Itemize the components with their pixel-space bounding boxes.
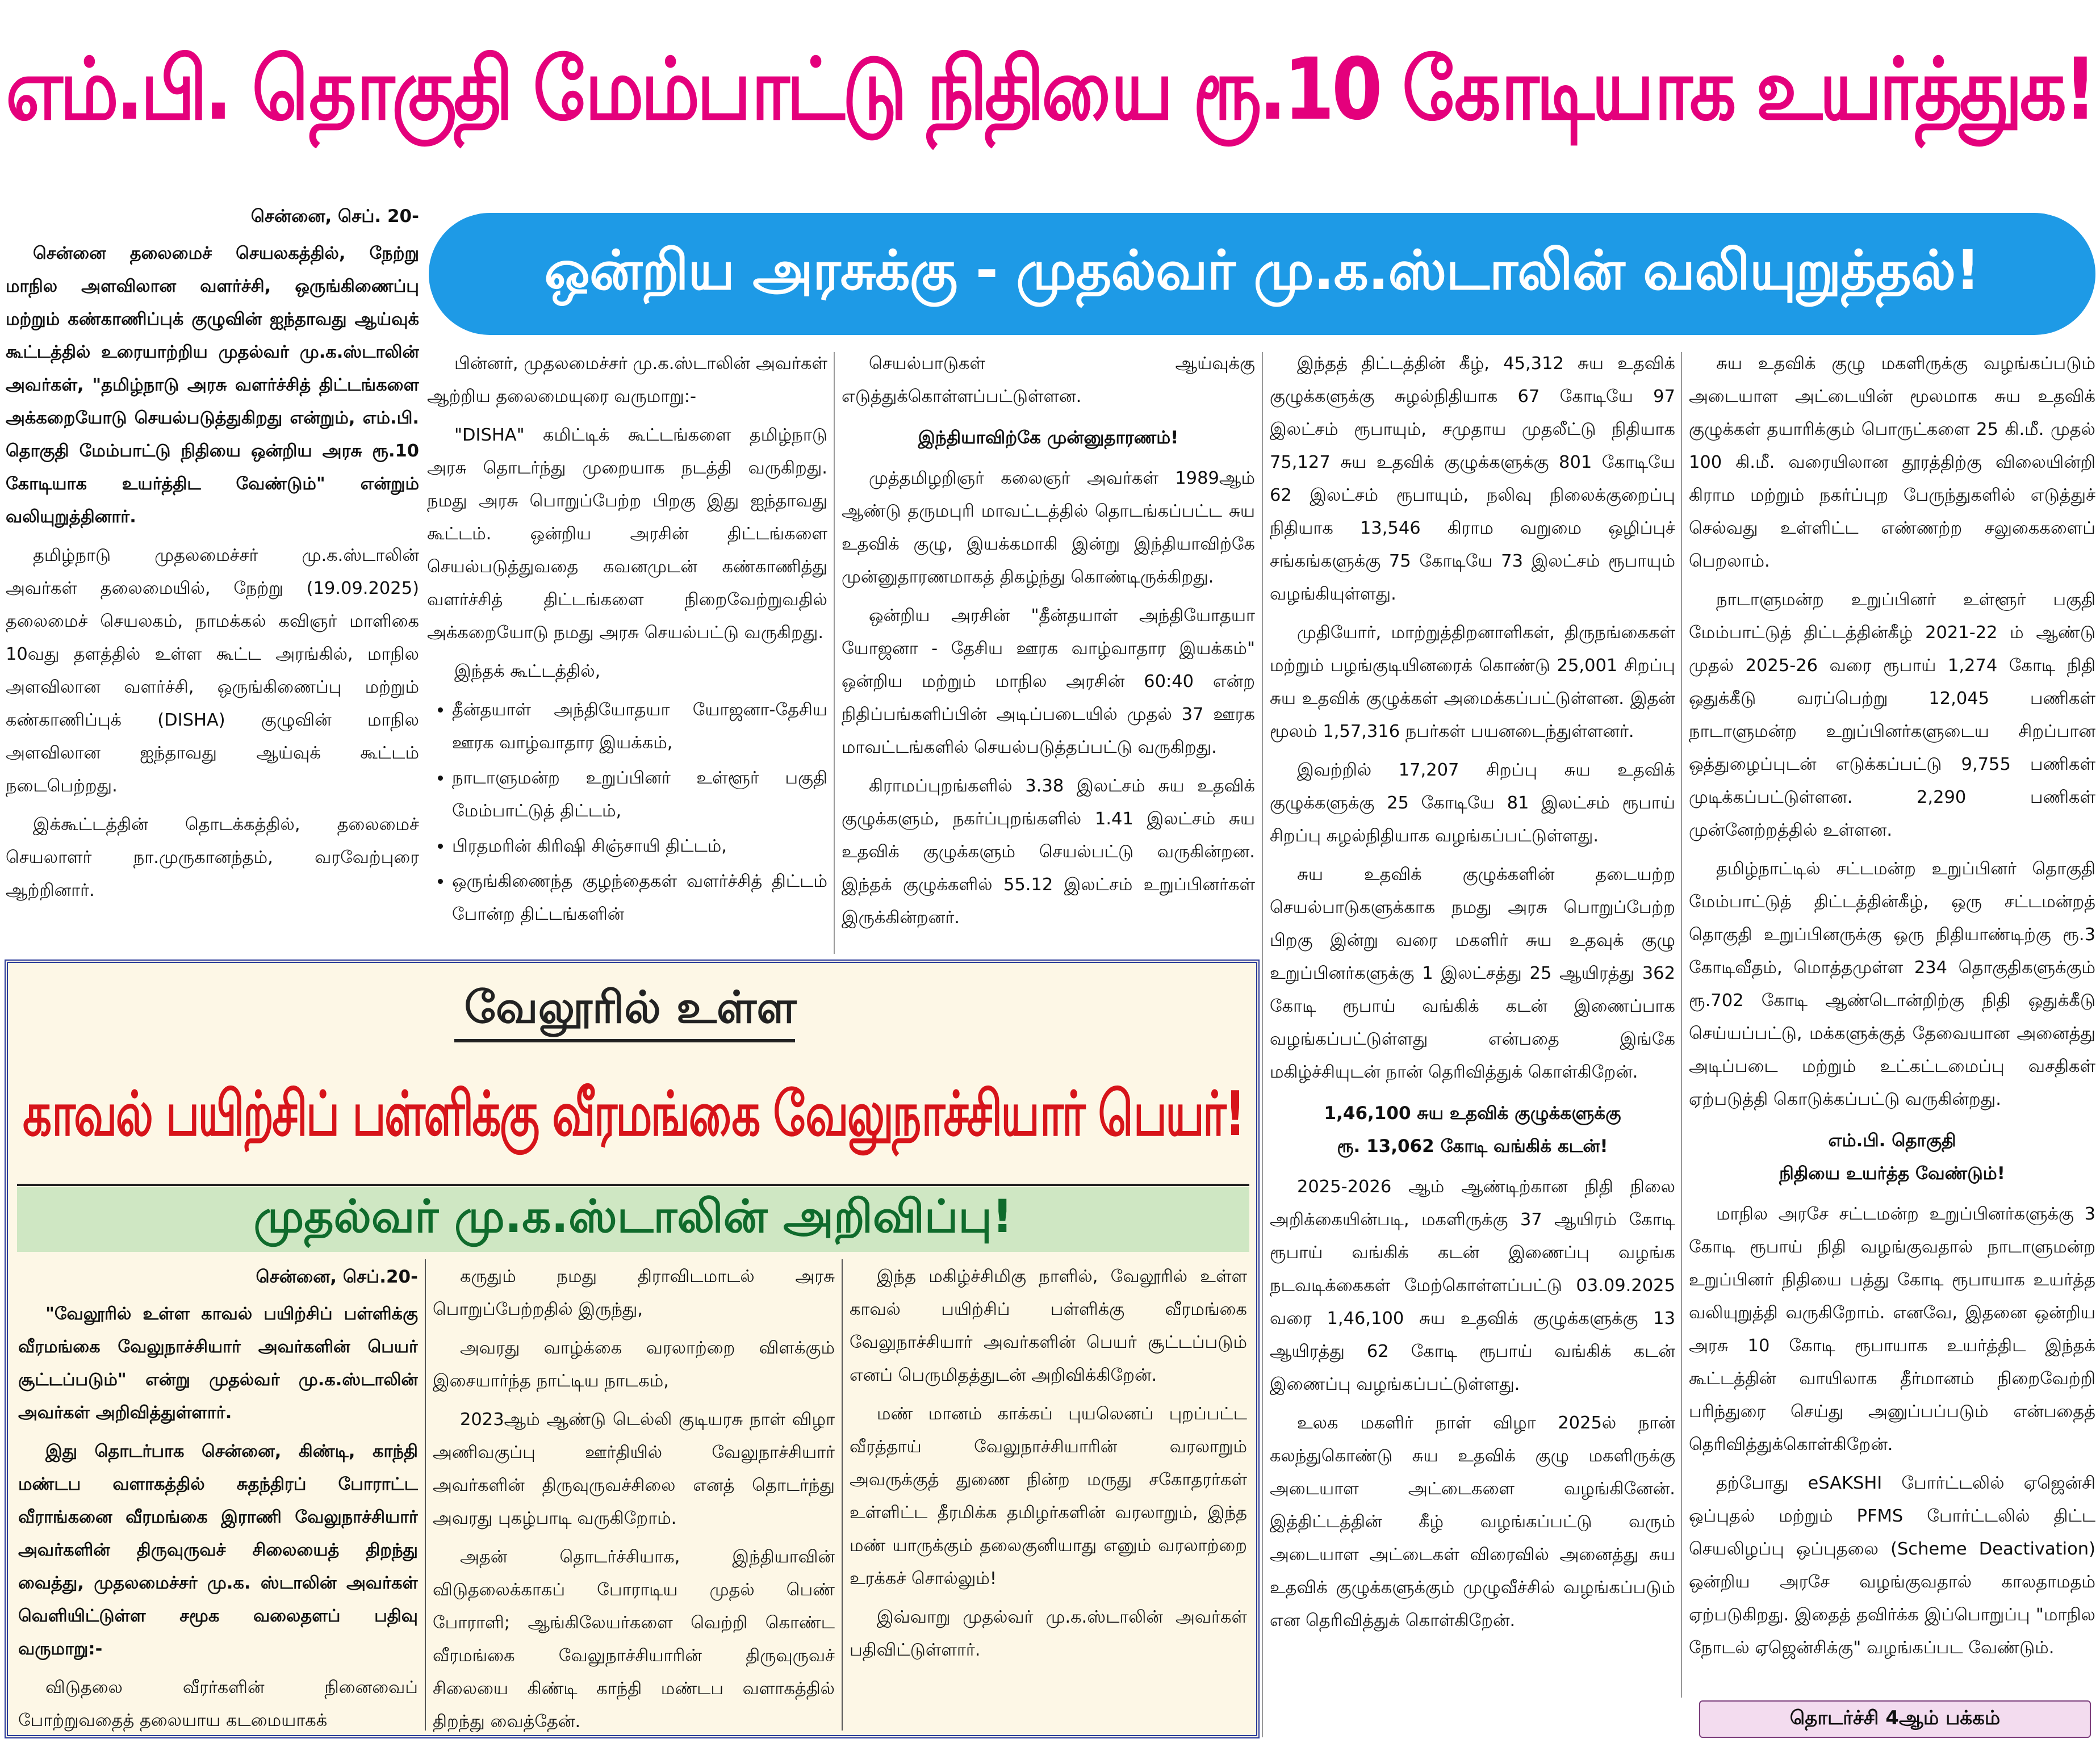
box-strap: முதல்வர் மு.க.ஸ்டாலின் அறிவிப்பு! <box>17 1187 1249 1252</box>
article-paragraph: தமிழ்நாட்டில் சட்டமன்ற உறுப்பினர் தொகுதி மேம்பாட்டுத் திட்டத்தின்கீழ், ஒரு சட்டமன்றத் தொகுதி உறுப்பினருக்கு ஒரு நிதியாண்டிற்கு ரூ.3 கோடிவீதம், மொத்தமுள்ள 234 தொகுதிகளுக்கும் ரூ.702 கோடி ஆண்டொன்றிற்கு நிதி ஒதுக்கீடு செய்யப்பட்டு, மக்களுக்குத் தேவையான அனைத்து அடிப்படை மற்றும் உட்கட்டமைப்பு வசதிகள் ஏற்படுத்தி கொடுக்கப்பட்டு வருகின்றது. <box>1689 859 2095 1109</box>
article-paragraph: முத்தமிழறிஞர் கலைஞர் அவர்கள் 1989ஆம் ஆண்டு தருமபுரி மாவட்டத்தில் தொடங்கப்பட்ட சுய உதவிக் குழு, இயக்கமாகி இன்று இந்தியாவிற்கே முன்னுதாரணமாகத் திகழ்ந்து கொண்டிருக்கிறது. <box>842 468 1255 587</box>
article-column-1 <box>6 200 419 955</box>
continued-badge: தொடர்ச்சி 4ஆம் பக்கம் <box>1699 1700 2091 1738</box>
article-paragraph: அதன் தொடர்ச்சியாக, இந்தியாவின் விடுதலைக்காகப் போராடிய முதல் பெண் போராளி; ஆங்கிலேயர்களை வெற்றி கொண்ட வீரமங்கை வேலுநாச்சியாரின் திருவுருவச் சிலையை கிண்டி காந்தி மண்டப வளாகத்தில் திறந்து வைத்தேன். <box>433 1547 835 1732</box>
article-paragraph: இது தொடர்பாக சென்னை, கிண்டி, காந்தி மண்டப வளாகத்தில் சுதந்திரப் போராட்ட வீராங்கனை வீரமங்கை இராணி வேலுநாச்சியார் அவர்களின் திருவுருவச் சிலையைத் திறந்து வைத்து, முதலமைச்சர் மு.க. ஸ்டாலின் அவர்கள் வெளியிட்டுள்ள சமூக வலைதளப் பதிவு வருமாறு:- <box>18 1442 418 1659</box>
article-paragraph: இந்த மகிழ்ச்சிமிகு நாளில், வேலூரில் உள்ள காவல் பயிற்சிப் பள்ளிக்கு வீரமங்கை வேலுநாச்சியார் அவர்களின் பெயர் சூட்டப்படும் எனப் பெருமிதத்துடன் அறிவிக்கிறேன். <box>850 1267 1247 1385</box>
article-paragraph: சுய உதவிக் குழுக்களின் தடையற்ற செயல்பாடுகளுக்காக நமது அரசு பொறுப்பேற்ற பிறகு இன்று வரை மகளிர் சுய உதவுக் குழு உறுப்பினர்களுக்கு 1 இலட்சத்து 25 ஆயிரத்து 362 கோடி ரூபாய் வங்கிக் கடன் இணைப்பாக வழங்கப்பட்டுள்ளது என்பதை இங்கே மகிழ்ச்சியுடன் நான் தெரிவித்துக் கொள்கிறேன். <box>1270 865 1675 1082</box>
divider <box>454 1039 795 1042</box>
dateline: சென்னை, செப். 20- <box>250 206 419 227</box>
box-column-3 <box>850 1260 1247 1732</box>
list-item: • நாடாளுமன்ற உறுப்பினர் உள்ளூர் பகுதி மேம்பாட்டுத் திட்டம், <box>452 762 827 828</box>
article-paragraph: இக்கூட்டத்தின் தொடக்கத்தில், தலைமைச் செயலாளர் நா.முருகானந்தம், வரவேற்புரை ஆற்றினார். <box>6 815 419 900</box>
article-intro: சென்னை தலைமைச் செயலகத்தில், நேற்று மாநில அளவிலான வளர்ச்சி, ஒருங்கிணைப்பு மற்றும் கண்காணிப்புக் குழுவின் ஐந்தாவது ஆய்வுக் கூட்டத்தில் உரையாற்றிய முதல்வர் மு.க.ஸ்டாலின் அவர்கள், "தமிழ்நாடு அரசு வளர்ச்சித் திட்டங்களை அக்கறையோடு செயல்படுத்துகிறது என்றும், எம்.பி. தொகுதி மேம்பாட்டு நிதியை ஒன்றிய அரசு ரூ.10 கோடியாக உயர்த்திட வேண்டும்" என்றும் வலியுறுத்தினார். <box>6 244 419 527</box>
main-headline: எம்.பி. தொகுதி மேம்பாட்டு நிதியை ரூ.10 கோடியாக உயர்த்துக! <box>6 40 2094 139</box>
article-column-5 <box>1689 347 2095 1696</box>
article-intro: "வேலூரில் உள்ள காவல் பயிற்சிப் பள்ளிக்கு வீரமங்கை வேலுநாச்சியார் அவர்களின் பெயர் சூட்டப்படும்" என்று முதல்வர் மு.க.ஸ்டாலின் அவர்கள் அறிவித்துள்ளார். <box>18 1304 418 1423</box>
article-paragraph: மண் மானம் காக்கப் புயலெனப் புறப்பட்ட வீரத்தாய் வேலுநாச்சியாரின் வரலாறும் அவருக்குத் துணை நின்ற மருது சகோதரர்கள் உள்ளிட்ட தீரமிக்க தமிழர்களின் வரலாறும், இந்த மண் யாருக்கும் தலைகுனியாது எனும் வரலாற்றை உரக்கச் சொல்லும்! <box>850 1404 1247 1589</box>
article-paragraph: இந்தக் கூட்டத்தில், <box>454 661 601 681</box>
article-paragraph: செயல்பாடுகள் ஆய்வுக்கு எடுத்துக்கொள்ளப்பட்டுள்ளன. <box>842 354 1255 407</box>
article-paragraph: சுய உதவிக் குழு மகளிருக்கு வழங்கப்படும் அடையாள அட்டையின் மூலமாக சுய உதவிக் குழுக்கள் தயாரிக்கும் பொருட்களை 25 கி.மீ. முதல் 100 கி.மீ. வரையிலான தூரத்திற்கு விலையின்றி கிராம மற்றும் நகர்ப்புற பேருந்துகளில் எடுத்துச் செல்வது உள்ளிட்ட எண்ணற்ற சலுகைகளைப் பெறலாம். <box>1689 354 2095 571</box>
article-paragraph: விடுதலை வீரர்களின் நினைவைப் போற்றுவதைத் தலையாய கடமையாகக் <box>18 1678 418 1731</box>
sub-heading: இந்தியாவிற்கே முன்னுதாரணம்! <box>918 428 1179 448</box>
article-paragraph: தற்போது eSAKSHI போர்ட்டலில் ஏஜென்சி ஒப்புதல் மற்றும் PFMS போர்ட்டலில் திட்ட செயலிழப்பு ஒப்புதலை (Scheme Deactivation) ஒன்றிய அரசே வழங்குவதால் காலதாமதம் ஏற்படுகிறது. இதைத் தவிர்க்க இப்பொறுப்பு "மாநில நோடல் ஏஜென்சிக்கு" வழங்கப்பட வேண்டும். <box>1689 1473 2095 1658</box>
article-paragraph: மாநில அரசே சட்டமன்ற உறுப்பினர்களுக்கு 3 கோடி ரூபாய் நிதி வழங்குவதால் நாடாளுமன்ற உறுப்பினர் நிதியை பத்து கோடி ரூபாயாக உயர்த்த வலியுறுத்தி வருகிறோம். எனவே, இதனை ஒன்றிய அரசு 10 கோடி ரூபாயாக உயர்த்திட இந்தக் கூட்டத்தின் வாயிலாக தீர்மானம் நிறைவேற்றி பரிந்துரை செய்து அனுப்பப்படும் என்பதைத் தெரிவித்துக்கொள்கிறேன். <box>1689 1204 2095 1455</box>
article-column-4 <box>1270 347 1675 1738</box>
article-paragraph: "DISHA" கமிட்டிக் கூட்டங்களை தமிழ்நாடு அரசு தொடர்ந்து முறையாக நடத்தி வருகிறது. நமது அரசு பொறுப்பேற்ற பிறகு இது ஐந்தாவது கூட்டம். ஒன்றிய அரசின் திட்டங்களை செயல்படுத்துவதை கவனமுடன் கண்காணித்து வளர்ச்சித் திட்டங்களை நிறைவேற்றுவதில் அக்கறையோடு நமது அரசு செயல்பட்டு வருகிறது. <box>427 425 827 643</box>
box-headline: காவல் பயிற்சிப் பள்ளிக்கு வீரமங்கை வேலுநாச்சியார் பெயர்! <box>23 1079 1244 1150</box>
article-paragraph: தமிழ்நாடு முதலமைச்சர் மு.க.ஸ்டாலின் அவர்கள் தலைமையில், நேற்று (19.09.2025) தலைமைச் செயலகம், நாமக்கல் கவிஞர் மாளிகை 10வது தளத்தில் உள்ள கூட்ட அரங்கில், மாநில அளவிலான வளர்ச்சி, ஒருங்கிணைப்பு மற்றும் கண்காணிப்புக் (DISHA) குழுவின் மாநில அளவிலான ஐந்தாவது ஆய்வுக் கூட்டம் நடைபெற்றது. <box>6 546 419 796</box>
article-paragraph: உலக மகளிர் நாள் விழா 2025ல் நான் கலந்துகொண்டு சுய உதவிக் குழு மகளிருக்கு அடையாள அட்டைகளை வழங்கினேன். இத்திட்டத்தின் கீழ் வழங்கப்பட்டு வரும் அடையாள அட்டைகள் விரைவில் அனைத்து சுய உதவிக் குழுக்களுக்கும் முழுவீச்சில் வழங்கப்படும் என தெரிவித்துக் கொள்கிறேன். <box>1270 1413 1675 1631</box>
box-column-1 <box>18 1260 418 1732</box>
article-paragraph: 2025-2026 ஆம் ஆண்டிற்கான நிதி நிலை அறிக்கையின்படி, மகளிருக்கு 37 ஆயிரம் கோடி ரூபாய் வங்கிக் கடன் இணைப்பு வழங்க நடவடிக்கைகள் மேற்கொள்ளப்பட்டு 03.09.2025 வரை 1,46,100 சுய உதவிக் குழுக்களுக்கு 13 ஆயிரத்து 62 கோடி ரூபாய் வங்கிக் கடன் இணைப்பு வழங்கப்பட்டுள்ளது. <box>1270 1177 1675 1394</box>
sub-heading: எம்.பி. தொகுதி <box>1828 1130 1956 1151</box>
divider <box>17 1184 1249 1186</box>
sub-headline-banner: ஒன்றிய அரசுக்கு - முதல்வர் மு.க.ஸ்டாலின் வலியுறுத்தல்! <box>429 213 2095 335</box>
dateline: சென்னை, செப்.20- <box>256 1267 418 1287</box>
sub-heading: நிதியை உயர்த்த வேண்டும்! <box>1779 1163 2005 1184</box>
article-paragraph: இவ்வாறு முதல்வர் மு.க.ஸ்டாலின் அவர்கள் பதிவிட்டுள்ளார். <box>850 1607 1247 1660</box>
article-paragraph: இந்தத் திட்டத்தின் கீழ், 45,312 சுய உதவிக் குழுக்களுக்கு சுழல்நிதியாக 67 கோடியே 97 இலட்சம் ரூபாயும், சமுதாய முதலீட்டு நிதியாக 75,127 சுய உதவிக் குழுக்களுக்கு 801 கோடியே 62 இலட்சம் ரூபாயும், நலிவு நிலைக்குறைப்பு நிதியாக 13,546 கிராம வறுமை ஒழிப்புச் சங்கங்களுக்கு 75 கோடியே 73 இலட்சம் ரூபாயும் வழங்கியுள்ளது. <box>1270 354 1675 604</box>
sub-heading: ரூ. 13,062 கோடி வங்கிக் கடன்! <box>1337 1136 1608 1157</box>
article-paragraph: முதியோர், மாற்றுத்திறனாளிகள், திருநங்கைகள் மற்றும் பழங்குடியினரைக் கொண்டு 25,001 சிறப்பு சுய உதவிக் குழுக்கள் அமைக்கப்பட்டுள்ளன. இதன் மூலம் 1,57,316 நபர்கள் பயனடைந்துள்ளனர். <box>1270 623 1675 741</box>
article-paragraph: இவற்றில் 17,207 சிறப்பு சுய உதவிக் குழுக்களுக்கு 25 கோடியே 81 இலட்சம் ரூபாய் சிறப்பு சுழல்நிதியாக வழங்கப்பட்டுள்ளது. <box>1270 760 1675 846</box>
box-kicker: வேலூரில் உள்ள <box>464 982 797 1033</box>
article-paragraph: அவரது வாழ்க்கை வரலாற்றை விளக்கும் இசையார்ந்த நாட்டிய நாடகம், <box>433 1338 835 1391</box>
article-column-3 <box>842 347 1255 955</box>
list-item: • தீன்தயாள் அந்தியோதயா யோஜனா-தேசிய ஊரக வாழ்வாதார இயக்கம், <box>452 694 827 760</box>
scheme-list <box>427 694 827 931</box>
sub-heading: 1,46,100 சுய உதவிக் குழுக்களுக்கு <box>1324 1103 1621 1124</box>
article-paragraph: நாடாளுமன்ற உறுப்பினர் உள்ளூர் பகுதி மேம்பாட்டுத் திட்டத்தின்கீழ் 2021-22 ம் ஆண்டு முதல் 2025-26 வரை ரூபாய் 1,274 கோடி நிதி ஒதுக்கீடு வரப்பெற்று 12,045 பணிகள் நாடாளுமன்ற உறுப்பினர்களுடைய சிறப்பான ஒத்துழைப்புடன் எடுக்கப்பட்டு 9,755 பணிகள் முடிக்கப்பட்டுள்ளன. 2,290 பணிகள் முன்னேற்றத்தில் உள்ளன. <box>1689 590 2095 840</box>
article-paragraph: கிராமப்புறங்களில் 3.38 இலட்சம் சுய உதவிக் குழுக்களும், நகர்ப்புறங்களில் 1.41 இலட்சம் சுய உதவிக் குழுக்களும் செயல்பட்டு வருகின்றன. இந்தக் குழுக்களில் 55.12 இலட்சம் உறுப்பினர்கள் இருக்கின்றனர். <box>842 776 1255 928</box>
list-item: • பிரதமரின் கிரிஷி சிஞ்சாயி திட்டம், <box>452 830 827 863</box>
article-paragraph: கருதும் நமது திராவிடமாடல் அரசு பொறுப்பேற்றதில் இருந்து, <box>433 1267 835 1319</box>
article-paragraph: ஒன்றிய அரசின் "தீன்தயாள் அந்தியோதயா யோஜனா - தேசிய ஊரக வாழ்வாதார இயக்கம்" ஒன்றிய மற்றும் மாநில அரசின் 60:40 என்ற நிதிப்பங்களிப்பின் அடிப்படையில் முதல் 37 ஊரக மாவட்டங்களில் செயல்படுத்தப்பட்டு வருகிறது. <box>842 606 1255 757</box>
article-column-2 <box>427 347 827 955</box>
list-item: • ஒருங்கிணைந்த குழந்தைகள் வளர்ச்சித் திட்டம் போன்ற திட்டங்களின் <box>452 865 827 931</box>
article-paragraph: பின்னர், முதலமைச்சர் மு.க.ஸ்டாலின் அவர்கள் ஆற்றிய தலைமையுரை வருமாறு:- <box>427 354 827 407</box>
box-column-2 <box>433 1260 835 1732</box>
article-paragraph: 2023ஆம் ஆண்டு டெல்லி குடியரசு நாள் விழா அணிவகுப்பு ஊர்தியில் வேலுநாச்சியார் அவர்களின் திருவுருவச்சிலை எனத் தொடர்ந்து அவரது புகழ்பாடி வருகிறோம். <box>433 1410 835 1528</box>
